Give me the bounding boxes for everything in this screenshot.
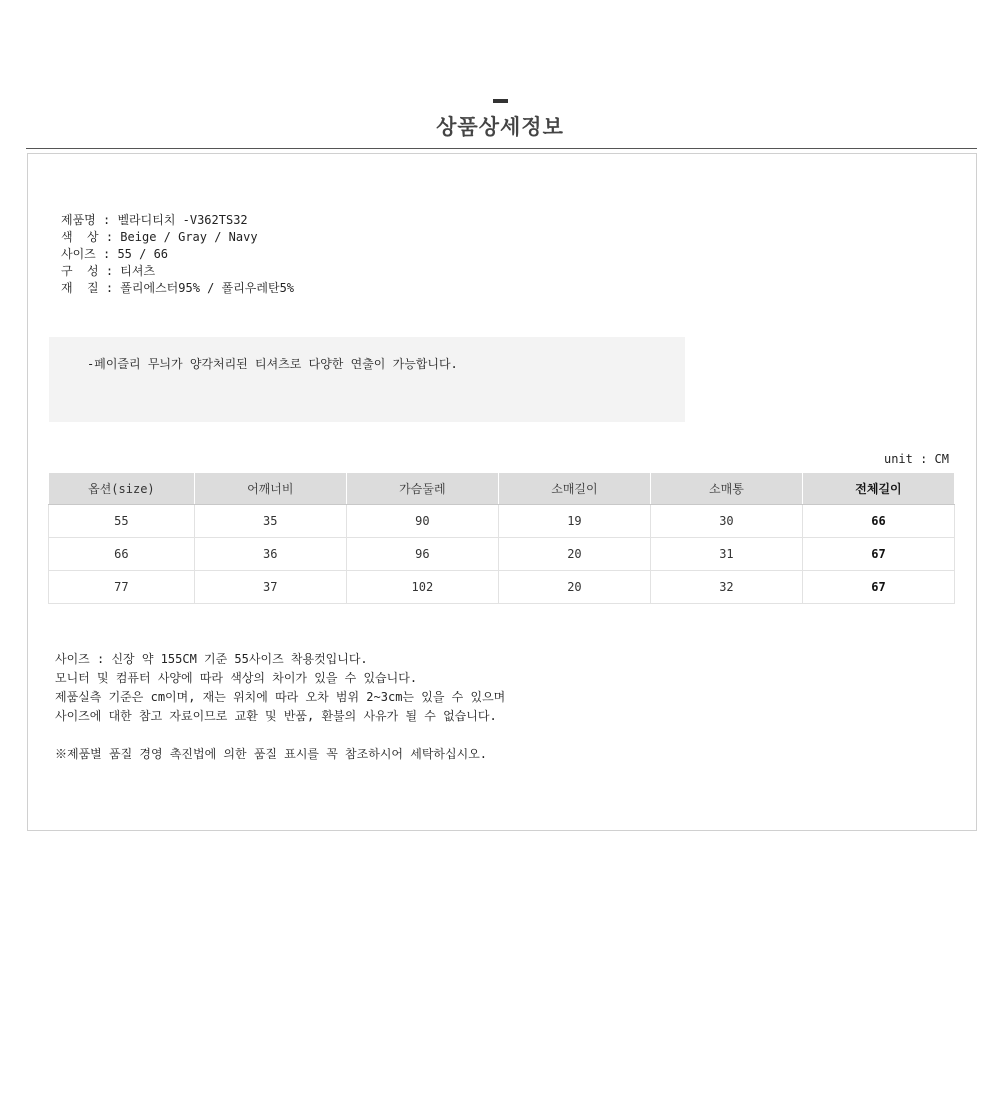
note-line-care: ※제품별 품질 경영 촉진법에 의한 품질 표시를 꼭 참조하시어 세탁하십시오. bbox=[55, 747, 488, 761]
size-table bbox=[48, 472, 955, 604]
header-shoulder: 어깨너비 bbox=[194, 473, 346, 505]
table-cell: 96 bbox=[346, 538, 498, 571]
table-cell: 77 bbox=[49, 571, 195, 604]
table-cell: 55 bbox=[49, 505, 195, 538]
table-cell: 35 bbox=[194, 505, 346, 538]
table-cell: 32 bbox=[650, 571, 802, 604]
size-table-header-row bbox=[49, 473, 955, 505]
table-cell: 36 bbox=[194, 538, 346, 571]
table-cell: 102 bbox=[346, 571, 498, 604]
info-line-size: 사이즈 : 55 / 66 bbox=[61, 247, 169, 261]
table-cell: 66 bbox=[49, 538, 195, 571]
table-cell: 30 bbox=[650, 505, 802, 538]
unit-label: unit : CM bbox=[883, 452, 949, 466]
table-cell: 37 bbox=[194, 571, 346, 604]
table-row bbox=[49, 538, 955, 571]
info-line-material: 재 질 : 폴리에스터95% / 폴리우레탄5% bbox=[61, 281, 295, 295]
table-row bbox=[49, 571, 955, 604]
title-accent-bar bbox=[493, 99, 508, 103]
description-text: -페이즐리 무늬가 양각처리된 티셔츠로 다양한 연출이 가능합니다. bbox=[87, 357, 458, 371]
note-line: 모니터 및 컴퓨터 사양에 따라 색상의 차이가 있을 수 있습니다. bbox=[55, 671, 418, 685]
table-cell: 31 bbox=[650, 538, 802, 571]
header-option: 옵션(size) bbox=[49, 473, 195, 505]
table-cell: 66 bbox=[802, 505, 954, 538]
table-cell: 19 bbox=[498, 505, 650, 538]
table-cell: 90 bbox=[346, 505, 498, 538]
description-box bbox=[49, 337, 685, 422]
header-sleeve-width: 소매통 bbox=[650, 473, 802, 505]
note-line: 사이즈에 대한 참고 자료이므로 교환 및 반품, 환불의 사유가 될 수 없습니다. bbox=[55, 709, 497, 723]
header-total-length: 전체길이 bbox=[802, 473, 954, 505]
info-line-color: 색 상 : Beige / Gray / Navy bbox=[61, 230, 258, 244]
table-row bbox=[49, 505, 955, 538]
note-spacer bbox=[55, 726, 505, 745]
info-line-name: 제품명 : 벨라디티치 -V362TS32 bbox=[61, 213, 248, 227]
product-info bbox=[61, 212, 294, 297]
title-divider bbox=[26, 148, 977, 149]
table-cell: 67 bbox=[802, 538, 954, 571]
note-line: 제품실측 기준은 cm이며, 재는 위치에 따라 오차 범위 2~3cm는 있을 수 있으며 bbox=[55, 690, 506, 704]
note-line: 사이즈 : 신장 약 155CM 기준 55사이즈 착용컷입니다. bbox=[55, 652, 368, 666]
header-sleeve-length: 소매길이 bbox=[498, 473, 650, 505]
table-cell: 20 bbox=[498, 571, 650, 604]
notes bbox=[55, 650, 505, 764]
detail-content-box bbox=[27, 153, 977, 831]
table-cell: 20 bbox=[498, 538, 650, 571]
page-title: 상품상세정보 bbox=[436, 115, 564, 139]
header-chest: 가슴둘레 bbox=[346, 473, 498, 505]
info-line-composition: 구 성 : 티셔츠 bbox=[61, 264, 156, 278]
table-cell: 67 bbox=[802, 571, 954, 604]
